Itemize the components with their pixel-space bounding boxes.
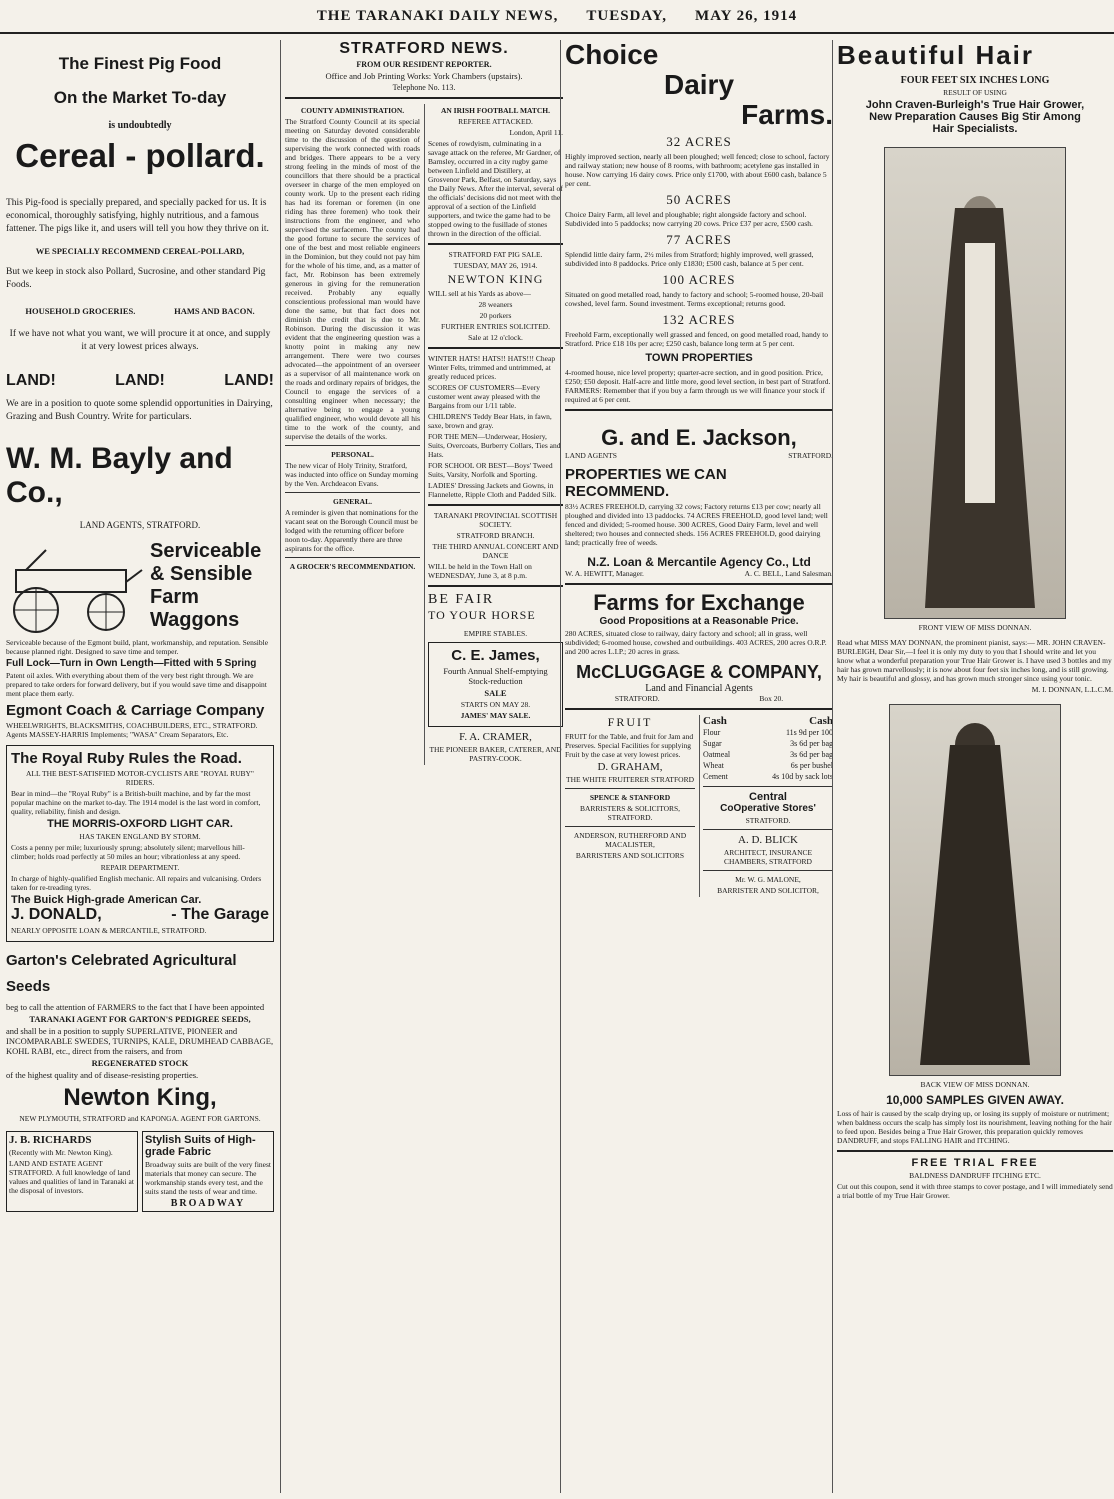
branch: STRATFORD BRANCH. [456,531,535,540]
town-body: 4-roomed house, nice level property; quarter-acre section, and in good position. Price, £250; £50 deposit. Half-acre and little more, good level section, in best part of Stratford. FARMERS: Remember that if you buy a farm through us we will finance your stock if required at 6 per cent. [565,368,831,404]
waggon-image [6,540,144,636]
mccluggage: McCLUGGAGE & COMPANY, [576,662,822,682]
egmont-sub: WHEELWRIGHTS, BLACKSMITHS, COACHBUILDERS, ETC., STRATFORD. Agents MASSEY-HARRIS Implements; "WASA" Cream Separators, Etc. [6,721,258,739]
column-4 [832,40,1113,1493]
graham: D. GRAHAM, [597,761,663,773]
stylish: Stylish Suits of High-grade Fabric [145,1134,256,1158]
newton-king-title: Newton King, [63,1084,217,1111]
back-view-caption: BACK VIEW OF MISS DONNAN. [920,1080,1030,1089]
concert: THE THIRD ANNUAL CONCERT AND DANCE [432,542,559,560]
pig-sale-body: WILL sell at his Yards as above— [428,289,531,298]
specialists: Hair Specialists. [932,123,1018,135]
spence-sub: BARRISTERS & SOLICITORS, STRATFORD. [579,804,681,822]
fourth: Fourth Annual Shelf-emptying Stock-reduction [443,666,548,686]
county-head: COUNTY ADMINISTRATION. [300,106,405,115]
good-propositions: Good Propositions at a Reasonable Price. [599,616,799,627]
childrens: CHILDREN'S Teddy Bear Hats, in fawn, saxe, brown and gray. [428,412,552,430]
farms: Farms. [741,99,833,130]
james-ad [428,642,563,727]
land-3: LAND! [224,372,274,389]
office: Office and Job Printing Works: York Chambers (upstairs). [325,71,523,81]
choice: Choice [565,40,659,70]
waggon-title [150,540,261,636]
blick: A. D. BLICK [738,834,798,846]
land-1: LAND! [6,372,56,389]
column-1 [6,40,274,1493]
column-3 [560,40,833,1493]
fruit-block [565,715,695,897]
ruby-title: The Royal Ruby Rules the Road. [11,750,242,767]
blick-sub: ARCHITECT, INSURANCE CHAMBERS, STRATFORD [723,848,813,866]
groceries-line [6,306,274,316]
farms-exchange: Farms for Exchange [593,590,805,615]
ladies: LADIES' Dressing Jackets and Gowns, in Flannelette, Ripple Cloth and Padded Silk. [428,481,557,499]
properties-body: 83½ ACRES FREEHOLD, carrying 32 cows; Factory returns £13 per cow; nearly all ploughed and divided into 13 paddocks. 74 ACRES FREEHOLD, good level land; well fenced and divided; 5-roomed house. 300 ACRES, Good Dairy Farm, level and well sheltered; two houses and connected sheds. 156 ACRES FREEHOLD, good dairying land; practically free of weeds. [565,502,828,547]
scottish: TARANAKI PROVINCIAL SCOTTISH SOCIETY. [433,511,558,529]
central-sub: STRATFORD. [745,816,791,825]
front-view-photo [884,147,1066,619]
back-view-photo [889,704,1061,1076]
bottom-blocks [565,715,833,897]
cash-price: 4s 10d by sack lots [772,772,833,781]
broadway: BROADWAY [170,1198,246,1209]
cash-block [699,715,833,897]
donald: J. DONALD, [11,906,102,923]
masthead-title: THE TARANAKI DAILY NEWS, [316,7,559,24]
telephone: Telephone No. 113. [392,83,456,92]
cash-item: Flour [703,728,721,737]
axles: Patent oil axles. With everything about them of the very best right through. We are prepared to take orders for forward delivery, but if you would save time and disappoint ment place them early. [6,671,267,698]
scores: SCORES OF CUSTOMERS—Every customer went away pleased with the Bargains from our 1/11 table. [428,383,541,410]
free-trial: FREE TRIAL FREE [911,1157,1039,1169]
repair: REPAIR DEPARTMENT. [100,863,180,872]
egmont-title: Egmont Coach & Carriage Company [6,702,265,719]
cash-item: Wheat [703,761,724,770]
baldness: BALDNESS DANDRUFF ITCHING ETC. [909,1171,1041,1180]
pig-body: This Pig-food is specially prepared, and specially packed for us. It is economical, thoroughly satisfying, highly nutritious, and a famous fattener. The pigs like it, and users will tell you how they thrive on it. [6,198,269,234]
jackson-sub-line [565,451,833,460]
cramer: F. A. CRAMER, [459,731,532,743]
james: C. E. James, [451,647,540,664]
garton-agent: TARANAKI AGENT FOR GARTON'S PEDIGREE SEEDS, [29,1014,251,1024]
financial: Land and Financial Agents [645,683,753,694]
news-left [285,104,420,765]
waggon-title-4: Waggons [150,609,240,631]
full-lock: Full Lock—Turn in Own Length—Fitted with 5 Spring [6,658,257,669]
pig-title-1: The Finest Pig Food [58,54,222,73]
personal-body: The new vicar of Holy Trinity, Stratford, was inducted into office on Sunday morning by the Ven. Archdeacon Evans. [285,461,419,488]
procure: If we have not what you want, we will procure it at once, and supply it at very lowest prices always. [9,329,271,352]
exchange-body: 280 ACRES, situated close to railway, dairy factory and school; all in grass, well subdivided; 6-roomed house, cowshed and outbuildings. 403 ACRES, 200 acres O.R.P. and 200 acres L.I.P.; 20 acres in grass. [565,629,827,656]
malone: Mr. W. G. MALONE, [735,875,801,884]
donald-sub: NEARLY OPPOSITE LOAN & MERCANTILE, STRATFORD. [11,926,207,935]
jackson: G. and E. Jackson, [601,425,797,450]
donald-line [11,906,269,924]
acres-32-body: Highly improved section, nearly all been ploughed; well fenced; close to school, factory and railway station; new house of 8 rooms, with bathroom; acetylene gas installed in house. Now carrying 16 dairy cows. Price only £1700, with about £600 cash, balance 5 per cent. [565,152,830,188]
football-body: Scenes of rowdyism, culminating in a savage attack on the referee, Mr Gardner, of Barnsley, occurred in a city rugby game between Linfield and Distillery, at Grosvenor Park, Belfast, on Saturday, says the Daily News. After the interval, several of the officials' decisions did not meet with the approval of a section of the Linfield supporters, and twice the game had to be stopped owing to the fusillade of stones thrown in the direction of the official. [428,139,563,238]
james-sale: JAMES' MAY SALE. [460,711,531,720]
newton-king: NEWTON KING [447,272,544,286]
acres-77: 77 ACRES [666,232,732,247]
graham-sub: THE WHITE FRUITERER STRATFORD [566,775,694,784]
school: FOR SCHOOL OR BEST—Boys' Tweed Suits, Varsity, Norfolk and Sporting. [428,461,553,479]
land-2: LAND! [115,372,165,389]
porkers: 20 porkers [479,311,512,320]
waggon-title-2: & Sensible [150,563,253,585]
cash-price: 11s 9d per 100 [785,728,833,737]
garton-title: Garton's Celebrated Agricultural Seeds [6,952,237,995]
cash-row [703,771,833,782]
front-view-caption: FRONT VIEW OF MISS DONNAN. [918,623,1032,632]
stylish-body: Broadway suits are built of the very finest materials that money can secure. The workmanship stands every test, and the suits stand the tests of wear and time. [145,1160,272,1196]
bottom-ads [6,1127,274,1216]
ruby-sub: ALL THE BEST-SATISFIED MOTOR-CYCLISTS ARE "ROYAL RUBY" RIDERS. [26,769,254,787]
mccluggage-sub [565,694,833,703]
concert-body: WILL be held in the Town Hall on WEDNESDAY, June 3, at 8 p.m. [428,562,532,580]
men: FOR THE MEN—Underwear, Hosiery, Suits, Overcoats, Burberry Collars, Ties and Hats. [428,432,561,459]
craven: John Craven-Burleigh's True Hair Grower, [865,99,1085,111]
richards-ad [6,1131,138,1212]
football-date: London, April 11. [509,128,563,137]
cash-price: 3s 6d per bag [790,739,833,748]
waggon-title-1: Serviceable [150,540,262,562]
acres-132-body: Freehold Farm, exceptionally well grassed and fenced, on good metalled road, handy to Stratford. Price £18 10s per acre; £250 cash, balance long term at 5 per cent. [565,330,829,348]
anderson: ANDERSON, RUTHERFORD AND MACALISTER, [573,831,687,849]
undoubtedly: is undoubtedly [108,120,172,131]
winter: WINTER HATS! HATS!! HATS!!! Cheap Winter Felts, trimmed and untrimmed, at greatly reduced prices. [428,354,556,381]
pig-sale-date: TUESDAY, MAY 26, 1914. [453,261,538,270]
county-body: The Stratford County Council at its special meeting on Saturday devoted considerable time to the discussion of the question of supervising the work connected with roads and bridges. There appears to be a very strong feeling in the minds of most of the councillors that there should be a practical overseer in charge of the men employed on county work. Up to the present each riding has had its foreman or foremen (in one riding has three foremen) who took their instructions from the engineer, and who supervised the surfacemen. The county had the good fortune to secure the services of one of the best and most reliable engineers in the Dominion, but they could not pay him for the whole of his time, and, as a matter of fact, Mr. Robinson has been extremely generous in giving for the remuneration received. Probably any equally conscientious professional man would have done the same, but that fact does not diminish the credit that is due to Mr. Robinson. During the discussion it was evident that the engineering question was a knotty point in making any new arrangement. There were two courses advocated—the appointment of an overseer as a supervisor of all maintenance work on the roads and ordinary repairs of bridges, the Council to engage the services of a consulting engineer when necessary; the alternative being to engage a young qualified engineer, who would devote all his time to the work of the county, and supervise the details of the works. [285,117,420,441]
acres-132: 132 ACRES [662,312,736,327]
acres-50-body: Choice Dairy Farm, all level and ploughable; right alongside factory and school. Subdivided into 5 paddocks; now carrying 20 cows. Price £37 per acre, £500 cash. [565,210,813,228]
cash-row [703,727,833,738]
personal-head: PERSONAL. [331,450,374,459]
cramer-sub: THE PIONEER BAKER, CATERER, AND PASTRY-COOK. [429,745,562,763]
sale: SALE [484,688,507,698]
properties: PROPERTIES WE CAN RECOMMEND. [565,466,727,500]
signed: M. I. DONNAN, L.L.C.M. [1031,685,1113,694]
nz-loan: N.Z. Loan & Mercantile Agency Co., Ltd [587,555,811,569]
referee: REFEREE ATTACKED. [458,117,533,126]
cash-h2: Cash [809,715,833,727]
repair-body: In charge of highly-qualified English mechanic. All repairs and vulcanising. Orders taken for re-treading tyres. [11,874,262,892]
hams: HAMS AND BACON. [174,306,255,316]
box-number: Box 20. [759,694,784,703]
general-head: GENERAL. [333,497,372,506]
news-right [424,104,563,765]
coop: CoOperative Stores' [720,803,816,814]
acres-32: 32 ACRES [666,134,732,149]
general-body: A reminder is given that nominations for the vacant seat on the Borough Council must be lodged with the returning officer before noon to-day. Apparently there are three aspirants for the office. [285,508,419,553]
waggon-title-3: Farm [150,586,199,608]
cash-item: Oatmeal [703,750,731,759]
cash-item: Cement [703,772,728,781]
waggon-body: Serviceable because of the Egmont build, plant, workmanship, and reputation. Sensible because planned right. Designed to save time and temper. [6,638,269,656]
anderson-sub: BARRISTERS AND SOLICITORS [575,851,685,860]
cereal-pollard: Cereal - pollard. [15,137,265,174]
malone-sub: BARRISTER AND SOLICITOR, [717,886,819,895]
morris-body: Costs a penny per mile; luxuriously sprung; absolutely silent; marvellous hill-climber; holds road perfectly at 50 miles an hour; vibrationless at any speed. [11,843,245,861]
loan-staff [565,569,833,578]
result: RESULT OF USING [943,88,1007,97]
morris-sub: HAS TAKEN ENGLAND BY STORM. [79,832,201,841]
cash-list [703,727,833,782]
acres-100-body: Situated on good metalled road, handy to factory and school; 5-roomed house, 20-bail cowshed, level farm. Sound investment. Terms exceptional; returns good. [565,290,824,308]
football-head: AN IRISH FOOTBALL MATCH. [440,106,551,115]
waggon-ad [6,540,274,636]
column-2 [280,40,563,1493]
recommend: WE SPECIALLY RECOMMEND CEREAL-POLLARD, [35,246,245,256]
cash-item: Sugar [703,739,722,748]
town-properties: TOWN PROPERTIES [645,352,753,364]
empire: EMPIRE STABLES. [463,629,528,638]
starts: STARTS ON MAY 28. [460,700,531,709]
pig-food-ad [6,54,274,354]
bayly-name: W. M. Bayly and Co., [6,442,233,509]
central: Central [749,791,787,803]
sale-at: Sale at 12 o'clock. [468,333,523,342]
land-body: We are in a position to quote some splendid opportunities in Dairying, Grazing and Bush Country. Write for particulars. [6,399,273,422]
letter: Read what MISS MAY DONNAN, the prominent pianist, says:— MR. JOHN CRAVEN-BURLEIGH, Dear Sir,—I feel it is only my duty to you that I should write and let you know what a wonderful preparation your True Hair Grower is. I have used 3 bottles and my hair has grown marvellously; it is now about four feet six inches long, and is still growing. My hair is beautiful and glossy, and has grown much stronger since using your tonic. [837,638,1112,683]
richards-sub: (Recently with Mr. Newton King). [9,1148,113,1157]
be-fair: BE FAIR [428,592,495,607]
ruby-body: Bear in mind—the "Royal Ruby" is a British-built machine, and by far the most popular machine on the market to-day. The 1914 model is the last word in comfort, quality, reliability, finish and design. [11,789,261,816]
reporter: FROM OUR RESIDENT REPORTER. [356,60,492,69]
cash-row [703,760,833,771]
bayly-sub: LAND AGENTS, STRATFORD. [79,520,201,530]
acres-77-body: Splendid little dairy farm, 2½ miles from Stratford; highly improved, well grassed, subdivided into 8 paddocks. Price only £1830; £500 cash, balance at 5 per cent. [565,250,814,268]
hewitt: W. A. HEWITT, Manager. [565,569,644,578]
bell: A. C. BELL, Land Salesman. [744,569,833,578]
garton-body-3: of the highest quality and of disease-resisting properties. [6,1070,199,1080]
morris-title: THE MORRIS-OXFORD LIGHT CAR. [47,818,233,830]
horse: TO YOUR HORSE [428,608,536,622]
cash-row [703,738,833,749]
stratford-news-title: STRATFORD NEWS. [339,40,509,57]
dairy: Dairy [663,69,735,100]
cash-price: 3s 6d per bag [790,750,833,759]
beautiful-hair: Beautiful Hair [837,40,1035,70]
newton-sub: NEW PLYMOUTH, STRATFORD and KAPONGA. AGENT FOR GARTONS. [19,1114,261,1123]
masthead-day: TUESDAY, [586,7,668,24]
fruit: FRUIT [607,715,653,729]
cash-price: 6s per bushel [790,761,833,770]
jackson-sub: LAND AGENTS [565,451,617,460]
jackson-town: STRATFORD. [788,451,833,460]
pig-title-2: On the Market To-day [53,88,227,107]
weaners: 28 weaners [478,300,513,309]
richards-body: LAND AND ESTATE AGENT STRATFORD. A full knowledge of land values and qualities of land in Taranaki at the disposal of investors. [9,1159,134,1195]
spence: SPENCE & STANFORD [589,793,671,802]
cut-out: Cut out this coupon, send it with three stamps to cover postage, and I will immediately send a trial bottle of my True Hair Grower. [837,1182,1113,1200]
ruby-ad [6,745,274,942]
cash-h1: Cash [703,715,727,727]
mccluggage-town: STRATFORD. [614,694,660,703]
also-stock: But we keep in stock also Pollard, Sucrosine, and other standard Pig Foods. [6,267,266,290]
buick: The Buick High-grade American Car. [11,894,202,906]
pig-sale: STRATFORD FAT PIG SALE. [448,250,543,259]
land-line [6,372,274,390]
stylish-ad [142,1131,274,1212]
new-prep: New Preparation Causes Big Stir Among [869,111,1081,123]
four-feet: FOUR FEET SIX INCHES LONG [900,75,1050,86]
acres-50: 50 ACRES [666,192,732,207]
cash-header [703,715,833,727]
garton-body: beg to call the attention of FARMERS to the fact that I have been appointed [6,1002,265,1012]
news-columns [285,104,563,765]
regenerated: REGENERATED STOCK [91,1058,189,1068]
samples-body: Loss of hair is caused by the scalp drying up, or losing its supply of moisture or nutriment; when baldness occurs the scalp has simply lost its nourishment, leaving nothing for the hair to feed upon. Besides being a True Hair Grower, this preparation quickly removes DANDRUFF, and stops FALLING HAIR and ITCHING. [837,1109,1112,1145]
cash-row [703,749,833,760]
grocers-head: A GROCER'S RECOMMENDATION. [289,562,416,571]
groceries: HOUSEHOLD GROCERIES. [25,306,136,316]
masthead [0,0,1114,34]
masthead-date: MAY 26, 1914 [695,7,798,24]
garage: - The Garage [171,906,269,923]
fruit-body: FRUIT for the Table, and fruit for Jam and Preserves. Special Facilities for supplying Fruit by the case at very lowest prices. [565,732,694,759]
garton-body-2: and shall be in a position to supply SUPERLATIVE, PIONEER and INCOMPARABLE SWEDES, TURNIPS, KALE, DRUMHEAD CABBAGE, KOHL RABI, etc., direct from the raisers, and from [6,1026,274,1056]
further: FURTHER ENTRIES SOLICITED. [441,322,550,331]
samples: 10,000 SAMPLES GIVEN AWAY. [886,1093,1064,1107]
acres-100: 100 ACRES [662,272,736,287]
richards: J. B. RICHARDS [9,1134,92,1146]
